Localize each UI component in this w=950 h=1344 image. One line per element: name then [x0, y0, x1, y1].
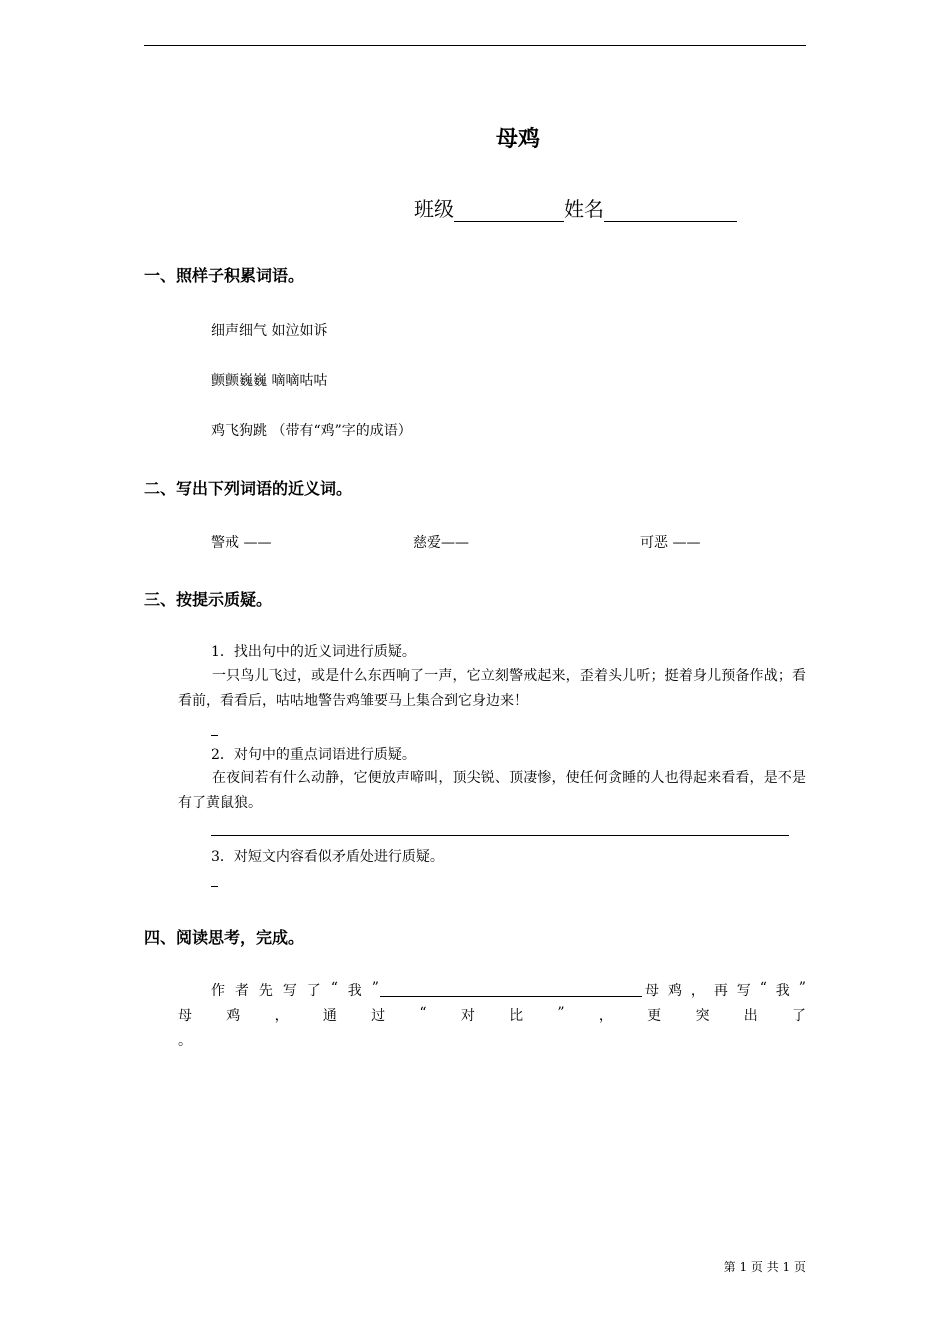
- synonym-item-1: 警戒 ——: [211, 535, 272, 551]
- word-row-1: 细声细气 如泣如诉: [211, 323, 328, 339]
- answer-line-2[interactable]: [211, 835, 789, 836]
- class-blank[interactable]: [454, 199, 564, 222]
- section-3-heading: 三、按提示质疑。: [144, 590, 273, 609]
- word-row-3: 鸡飞狗跳 （带有“鸡”字的成语）: [211, 423, 412, 439]
- page-footer: 第 1 页 共 1 页: [723, 1260, 806, 1274]
- passage-2: 在夜间若有什么动静，它便放声啼叫，顶尖锐、顶凄惨，使任何贪睡的人也得起来看看，是不是有了黄鼠狼。: [178, 770, 806, 811]
- passage-1: 一只鸟儿飞过，或是什么东西响了一声，它立刻警戒起来，歪着头儿听；挺着身儿预备作战；看看前，看看后，咕咕地警告鸡雏要马上集合到它身边来！: [178, 668, 806, 709]
- question-2: 2．对句中的重点词语进行质疑。: [211, 747, 416, 763]
- fill-sentence-line-2: 母 鸡 ， 通 过 “ 对 比 ” ， 更 突 出 了: [178, 1005, 806, 1024]
- class-label: 班级: [414, 197, 454, 221]
- synonym-item-3: 可恶 ——: [640, 535, 701, 551]
- answer-dash-3[interactable]: [211, 886, 218, 887]
- name-blank[interactable]: [604, 199, 737, 222]
- fill-sentence-part-2: 母 鸡 ， 再 写 “ 我 ”: [645, 980, 806, 999]
- answer-dash-1[interactable]: [211, 735, 218, 736]
- section-2-heading: 二、写出下列词语的近义词。: [144, 479, 353, 498]
- fill-blank-1[interactable]: [380, 996, 642, 997]
- student-info-line: [414, 193, 737, 222]
- question-1: 1．找出句中的近义词进行质疑。: [211, 644, 416, 660]
- section-4-heading: 四、阅读思考，完成。: [144, 928, 305, 947]
- fill-sentence-part-1: 作 者 先 写 了 “ 我 ”: [211, 980, 379, 999]
- section-1-heading: 一、照样子积累词语。: [144, 266, 305, 285]
- question-3: 3．对短文内容看似矛盾处进行质疑。: [211, 849, 444, 865]
- header-rule: [144, 45, 806, 46]
- page-title: 母鸡: [495, 127, 540, 152]
- fill-sentence-line-3: 。: [178, 1033, 192, 1049]
- synonym-item-2: 慈爱——: [413, 535, 469, 551]
- name-label: 姓名: [564, 197, 604, 221]
- word-row-2: 颤颤巍巍 嘀嘀咕咕: [211, 373, 328, 389]
